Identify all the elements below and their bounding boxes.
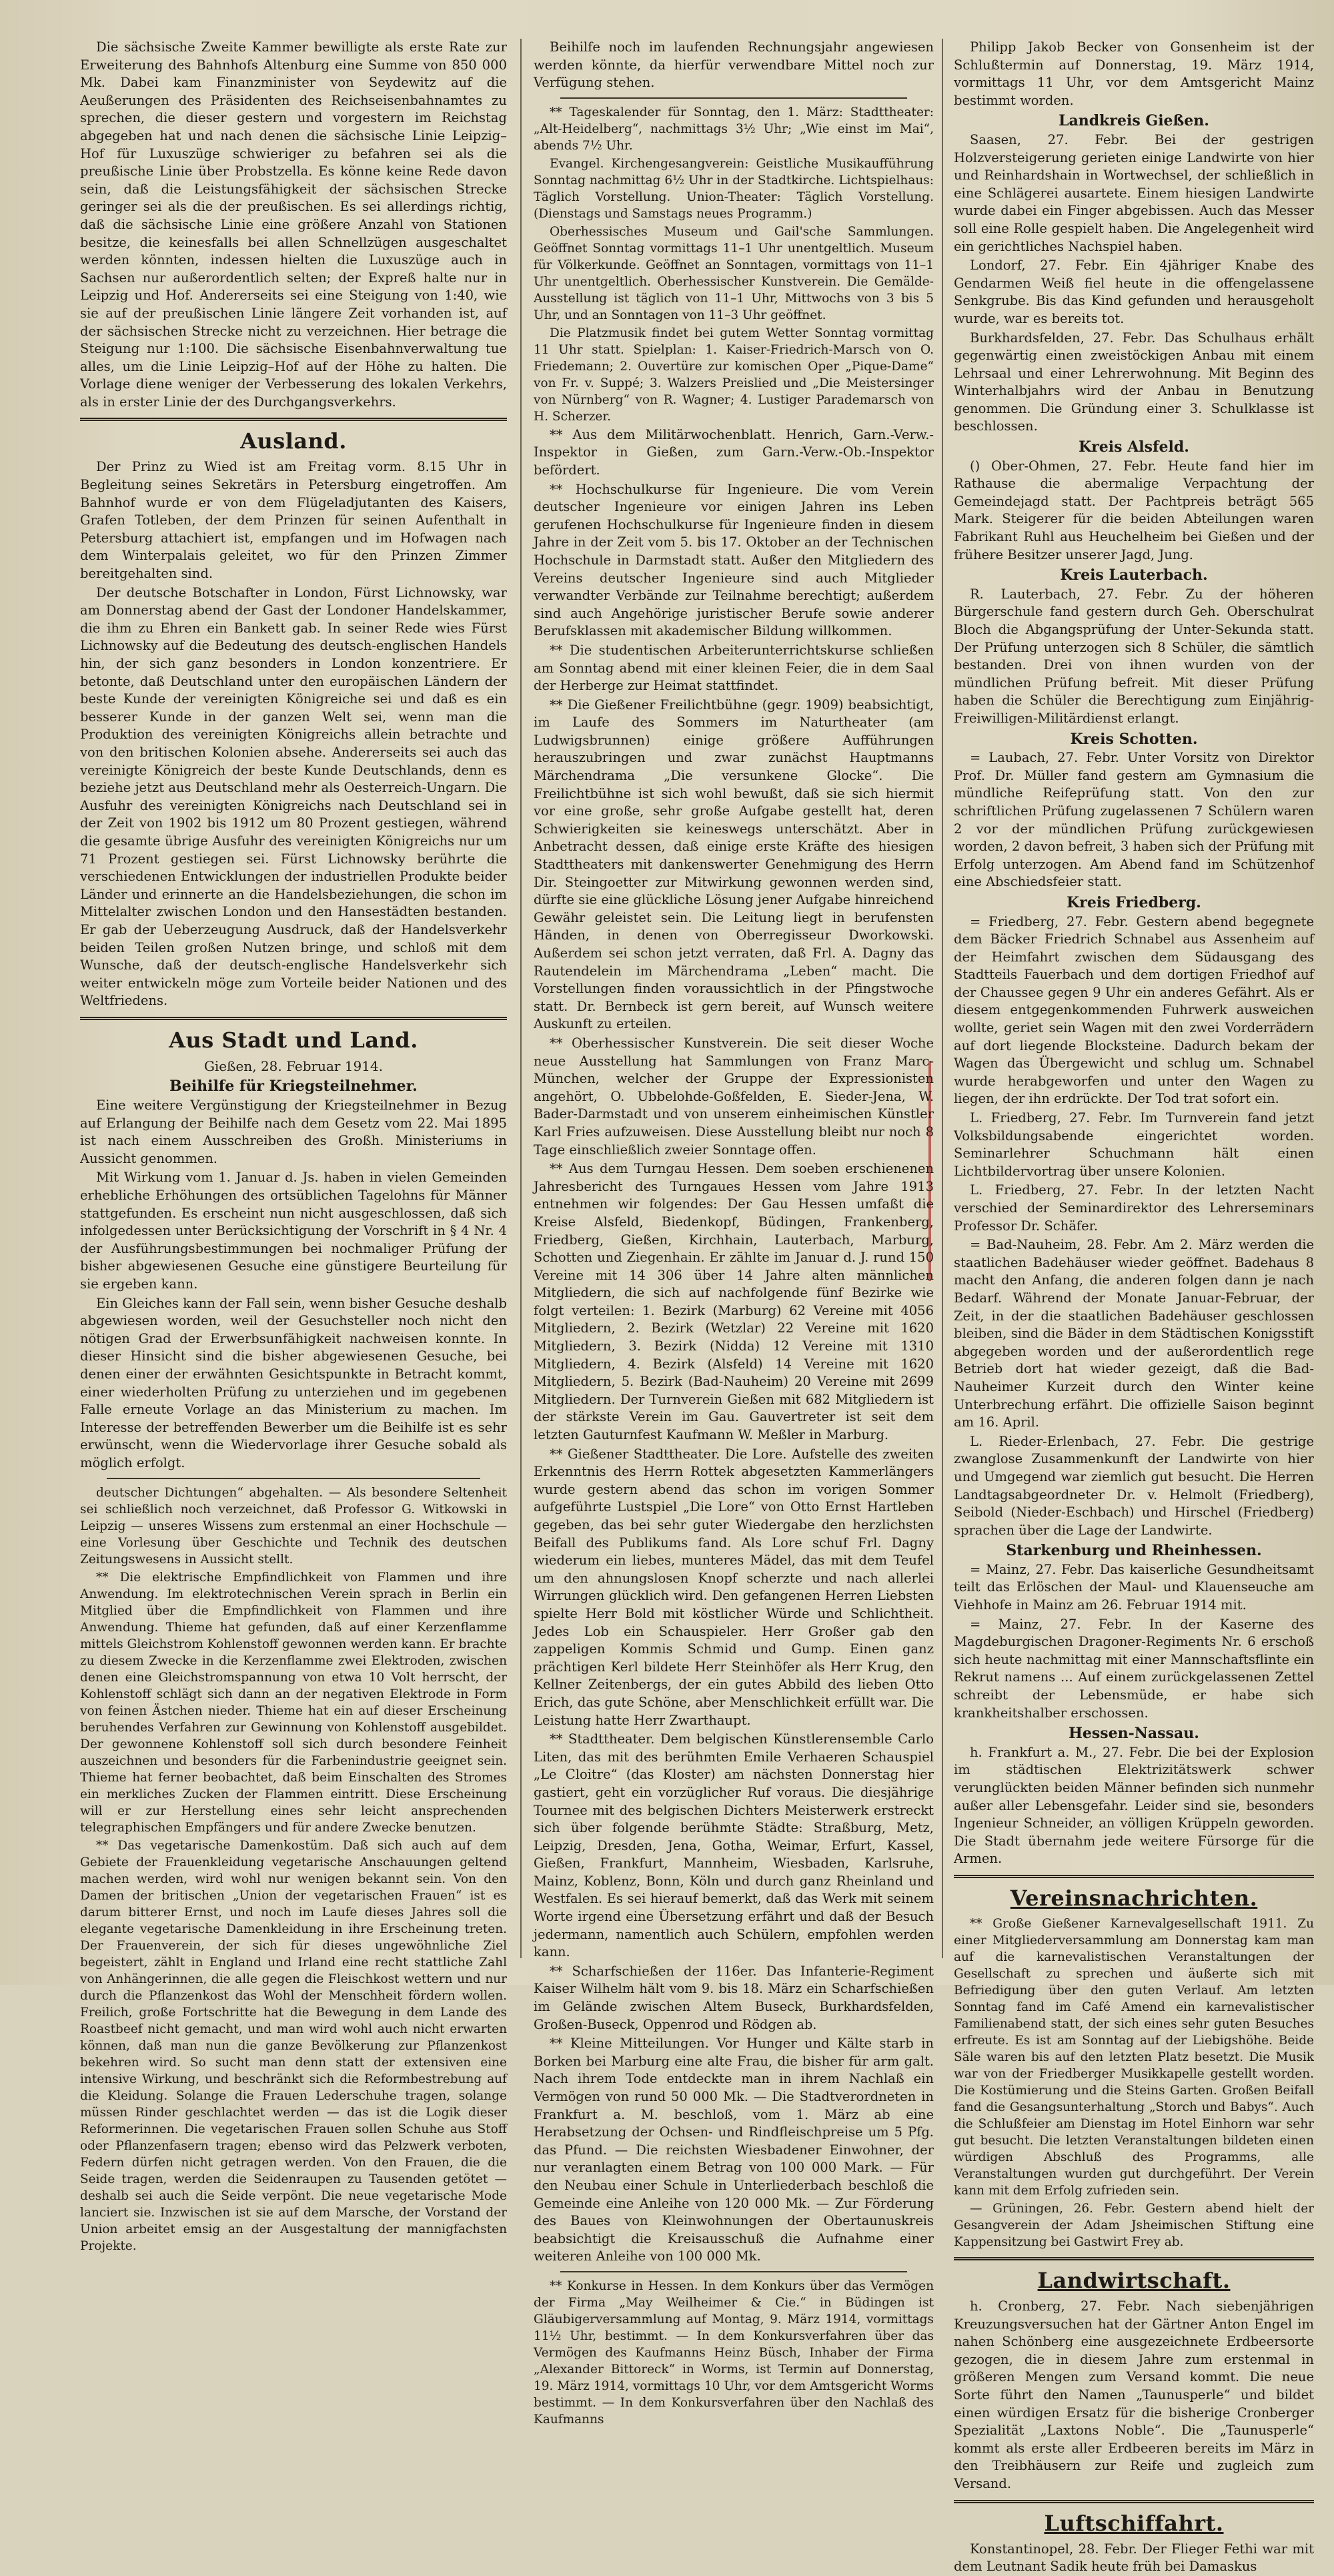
article-cronberg: h. Cronberg, 27. Febr. Nach siebenjährigen Kreuzungsversuchen hat der Gärtner Anton Engel im nahen Schönberg eine ausgezeichnete Erdbeersorte gezogen, die in diesem Jahre zum erstenmal in größeren Mengen zum Versand kommt. Die neue Sorte führt den Namen „Taunusperle“ und bildet einen würdigen Ersatz für die bisherige Cronberger Spezialität „Laxtons Noble“. Die „Taunusperle“ kommt als erste aller Erdbeeren bereits im März in den Treibhäusern zur Reife und zugleich zum Versand. [954, 2298, 1314, 2491]
section-heading-hessen-nassau: Hessen-Nassau. [1069, 1725, 1199, 1743]
article-kleine-mitteilungen: ** Kleine Mitteilungen. Vor Hunger und Kälte starb in Borken bei Marburg eine alte Frau, die bisher für arm galt. Nach ihrem Tode entdeckte man in ihrem Nachlaß ein Vermögen von rund 50 000 Mk. — Die Stadtverordneten in Frankfurt a. M. beschloß, vom 1. März ab eine Herabsetzung der Ochsen- und Rindfleischpreise um 5 Pfg. das Pfund. — Die reichsten Wiesbadener Einwohner, der nur veranlagten einem Betrag von 100 000 Mark. — Für den Neubau einer Schule in Unterliederbach beschloß die Gemeinde eine Anleihe von 120 000 Mk. — Zur Förderung des Baues von Kleinwohnungen der Obertaunuskreis beabsichtigt die Kreisausschuß die Aufnahme einer weiteren Anleihe von 100 000 Mk. [534, 2036, 934, 2264]
article-beihilfe-2: Mit Wirkung vom 1. Januar d. Js. haben in vielen Gemeinden erhebliche Erhöhungen des ortsüblichen Tagelohns für Männer stattgefunden. Es erscheint nun nicht ausgeschlossen, daß sich infolgedessen unter Berücksichtigung der Vorschrift in § 4 Nr. 4 der Ausführungsbestimmungen bei nochmaliger Prüfung der bisher abgewiesenen Gesuche eine günstigere Beurteilung für sie ergeben kann. [80, 1170, 507, 1292]
article-friedberg-1: = Friedberg, 27. Febr. Gestern abend begegnete dem Bäcker Friedrich Schnabel aus Assenheim auf der Heimfahrt zwischen dem Südausgang des Stadtteils Fauerbach und dem dortigen Friedhof auf der Chaussee gegen 9 Uhr ein anderes Gefährt. Als er diesem entgegenkommenden Fuhrwerk ausweichen wollte, geriet sein Wagen mit den zwei Vorderrädern auf dort liegende Blocksteine. Dadurch bekam der Wagen das Übergewicht und schlug um. Schnabel wurde herabgeworfen und unter den Wagen zu liegen, der ihn erdrückte. Der Tod trat sofort ein. [954, 913, 1314, 1107]
article-lichnowsky: Der deutsche Botschafter in London, Fürst Lichnowsky, war am Donnerstag abend der Gast der Londoner Handelskammer, die ihm zu Ehren ein Bankett gab. In seiner Rede wies Fürst Lichnowsky auf die Bedeutung des deutsch-englischen Handels hin, der sich ganz besonders in London konzentriere. Er betonte, daß Deutschland unter den europäischen Ländern der beste Kunde der vereinigten Königreiche sei und daß es ein besserer Kunde in der ganzen Welt sei, wenn man die Produktion des vereinigten Königreichs allein betrachte und von den britischen Kolonien absehe. Andererseits sei auch das vereinigte Königreich der beste Kunde Deutschlands, denn es beziehe jetzt aus Deutschland mehr als Oesterreich-Ungarn. Die Ausfuhr des vereinigten Königreichs nach Deutschland sei in der Zeit von 1902 bis 1912 um 80 Prozent gestiegen, während die gesamte übrige Ausfuhr des vereinigten Königreichs nur um 71 Prozent gestiegen sei. Fürst Lichnowsky berührte die verschiedenen Entwicklungen der industriellen Produkte beider Länder und erinnerte an die Handelsbeziehungen, die schon im Mittelalter zwischen London und den Hansestädten bestanden. Er gab der Ueberzeugung Ausdruck, daß der Handelsverkehr beiden Teilen großen Nutzen bringe, und schloß mit dem Wunsche, daß der deutsch-englische Handelsverkehr sich weiter entwickeln möge zum Vorteile beider Nationen und des Weltfriedens. [80, 584, 507, 1009]
section-rule [954, 2257, 1314, 2260]
article-stadttheater-lore: ** Gießener Stadttheater. Die Lore. Aufstelle des zweiten Erkenntnis des Herrn Rottek abgesetzten Kammerlängers wurde gestern abend das schon im vorigen Sommer aufgeführte Lustspiel „Die Lore“ von Otto Ernst Hartleben gegeben, das bei sehr guter Wiedergabe den herzlichsten Beifall des Publikums fand. Als Lore schuf Frl. Dagny wiederum ein liebes, munteres Mädel, das mit dem Teufel um den ahnungslosen Knopf scherzte und nach allerlei Wirrungen glücklich wird. Den gefangenen Herren Liebsten spielte Herr Bold mit köstlicher Würde und Schlichtheit. Jedes Lob ein Schauspieler. Herr Großer gab den zappeligen Kommis Schmid und Gump. Einen ganz prächtigen Kerl bildete Herr Steinhöfer als Herr Krug, den Kellner Zeitenbergs, der ein gutes Abbild des lieben Otto Erich, das gute Schöne, aber Menschlichkeit erfüllt war. Die Leistung hatte Herr Zwarthaupt. [534, 1446, 934, 1728]
column-left [80, 39, 507, 2253]
section-heading-luftschiffahrt: Luftschiffahrt. [1044, 2510, 1224, 2536]
article-damenkostuem: ** Das vegetarische Damenkostüm. Daß sich auch auf dem Gebiete der Frauenkleidung vegetarische Anschauungen geltend machen werden, wird wohl nur wenigen bekannt sein. Von den Damen der britischen „Union der vegetarischen Frauen“ ist es darum bitterer Ernst, und noch im Laufe dieses Jahres soll die elegante vegetarische Damenkleidung in ihre Erscheinung treten. Der Frauenverein, der sich für dieses ungewöhnliche Ziel begeistert, zählt in England und Irland eine recht stattliche Zahl von Anhängerinnen, die alle gegen die Fleischkost wettern und nur durch die Pflanzenkost das Wohl der Menschheit fördern wollen. Freilich, große Fortschritte hat die Bewegung in dem Lande des Roastbeef nicht gemacht, und man wird wohl auch nicht erwarten können, daß man nun die ganze Bevölkerung zur Pflanzenkost bekehren wird. So sucht man denn statt der extensiven eine intensive Wirkung, und beschränkt sich die Reformbestrebung auf die Kleidung. Solange die Frauen Lederschuhe tragen, solange müssen Rinder geschlachtet werden — das ist die Logik dieser Reformerinnen. Die vegetarischen Frauen sollen Schuhe aus Stoff oder Pflanzenfasern tragen; ebenso wird das Pelzwerk verboten, Federn dürfen nicht getragen werden. Von den Frauen, die die Seide tragen, werden die Seidenraupen zu Tausenden getötet — deshalb sei auch die Seide verpönt. Die neue vegetarische Mode lanciert sie. Inzwischen ist sie auf dem Marsche, der Vorstand der Union arbeitet emsig an der Ausgestaltung der mannigfachsten Projekte. [80, 1838, 507, 2253]
article-frankfurt: h. Frankfurt a. M., 27. Febr. Die bei der Explosion im städtischen Elektrizitätswerk schwer verunglückten beiden Männer befinden sich nunmehr außer aller Lebensgefahr. Leider sind sie, besonders Ingenieur Schneider, an völligen Krüppeln geworden. Die Stadt übernahm jede weitere Fürsorge für die Armen. [954, 1744, 1314, 1867]
section-rule [80, 418, 507, 421]
dateline: Gießen, 28. Februar 1914. [203, 1057, 384, 1074]
section-heading-kreis-lauterbach: Kreis Lauterbach. [1060, 566, 1208, 584]
article-turngau: ** Aus dem Turngau Hessen. Dem soeben erschienenen Jahresbericht des Turngaues Hessen vom Jahre 1913 entnehmen wir folgendes: Der Gau Hessen umfaßt die Kreise Alsfeld, Biedenkopf, Büdingen, Frankenberg, Friedberg, Gießen, Kirchhain, Lauterbach, Marburg, Schotten und Ziegenhain. Er zählte im Januar d. J. rund 150 Vereine mit 14 306 über 14 Jahre alten männlichen Mitgliedern, die sich auf nachfolgende fünf Bezirke wie folgt verteilen: 1. Bezirk (Marburg) 62 Vereine mit 4056 Mitgliedern, 2. Bezirk (Wetzlar) 22 Vereine mit 1620 Mitgliedern, 3. Bezirk (Nidda) 12 Vereine mit 1310 Mitgliedern, 4. Bezirk (Alsfeld) 14 Vereine mit 1620 Mitgliedern, 5. Bezirk (Bad-Nauheim) 20 Vereine mit 2699 Mitgliedern. Der Turnverein Gießen mit 682 Mitgliedern ist der stärkste Verein im Gau. Gauvertreter ist seit dem letzten Gauturnfest Kaufmann W. Meßler in Marburg. [534, 1161, 934, 1443]
column-rule [520, 39, 522, 1958]
section-rule [954, 2500, 1314, 2503]
article-stadttheater-liten: ** Stadttheater. Dem belgischen Künstlerensemble Carlo Liten, das mit des berühmten Emile Verhaeren Schauspiel „Le Cloitre“ (das Kloster) am nächsten Donnerstag hier gastiert, geht ein vorzüglicher Ruf voraus. Die diesjährige Tournee mit des belgischen Dichters Meisterwerk erstreckt sich über folgende berühmte Städte: Straßburg, Metz, Leipzig, Dresden, Jena, Gotha, Weimar, Erfurt, Kassel, Gießen, Frankfurt, Mannheim, Wiesbaden, Karlsruhe, Mainz, Koblenz, Bonn, Köln und durch ganz Rheinland und Westfalen. Es sei hierauf bemerkt, daß das Werk mit seinem Worte irgend eine Übersetzung erfährt und daß der Besuch jedermann, namentlich auch Schülern, empfohlen werden kann. [534, 1731, 934, 1960]
article-tageskalender: ** Tageskalender für Sonntag, den 1. März: Stadttheater: „Alt-Heidelberg“, nachmittags 3½ Uhr; „Wie einst im Mai“, abends 7½ Uhr. [534, 105, 934, 153]
article-karneval: ** Große Gießener Karnevalgesellschaft 1911. Zu einer Mitgliederversammlung am Donnerstag kam man auf die karnevalistischen Veranstaltungen der Gesellschaft zu sprechen und äußerte sich mit Befriedigung über den guten Verlauf. Am letzten Sonntag fand im Café Amend ein karnevalistischer Familienabend statt, der sich eines sehr guten Besuches erfreute. Es ist am Sonntag auf der Liebigshöhe. Beide Säle waren bis auf den letzten Platz besetzt. Die Musik war von der Friedberger Musikkapelle gestellt worden. Die Kostümierung und die Steins Garten. Großen Beifall fand die Gesangsunterhaltung „Storch und Babys“. Auch die Schlußfeier am Dienstag im Hotel Einhorn war sehr gut besucht. Die letzten Veranstaltungen bildeten einen würdigen Abschluß des Programms, alle Veranstaltungen wurden gut durchgeführt. Der Verein kann mit dem Erfolg zufrieden sein. [954, 1916, 1314, 2198]
article-saxon-chamber: Die sächsische Zweite Kammer bewilligte als erste Rate zur Erweiterung des Bahnhofs Altenburg eine Summe von 850 000 Mk. Dabei kam Finanzminister von Seydewitz auf die Aeußerungen des Präsidenten des Reichseisenbahnamtes zu sprechen, die dieser gestern und vorgestern im Reichstag abgegeben hat und nach denen die sächsische Linie Leipzig–Hof für Luxuszüge schwieriger zu befahren sei als die preußische Linie über Probstzella. Es könne keine Rede davon sein, daß die Leistungsfähigkeit der sächsischen Strecke geringer sei als die der preußischen. Es sei allerdings richtig, daß die sächsische Linie eine größere Anzahl von Stationen besitze, die keinesfalls bei allen Schnellzügen ausgeschaltet werden könnten, indessen hielten die Luxuszüge auch in Sachsen nur außerordentlich selten; der Expreß halte nur in Leipzig und Hof. Andererseits sei eine Steigung von 1:40, wie sie auf der preußischen Linie längere Zeit vorhanden ist, auf der sächsischen Strecke nicht zu verzeichnen. Hier betrage die Steigung nur 1:100. Die sächsische Eisenbahnverwaltung tue alles, um die Linie Leipzig–Hof auf der Höhe zu halten. Die Vorlage diene weniger der Verbesserung des lokalen Verkehrs, als in erster Linie der des Durchgangsverkehrs. [80, 39, 507, 410]
column-rule [942, 39, 943, 1958]
section-heading-landwirtschaft: Landwirtschaft. [1037, 2267, 1231, 2293]
section-heading-ausland: Ausland. [240, 428, 347, 454]
article-mainz-1: = Mainz, 27. Febr. Das kaiserliche Gesundheitsamt teilt das Erlöschen der Maul- und Klauenseuche am Viehhofe in Mainz am 26. Februar 1914 mit. [954, 1561, 1314, 1613]
article-arbeiterkurse: ** Die studentischen Arbeiterunterrichtskurse schließen am Sonntag abend mit einer kleinen Feier, die in dem Saal der Herberge zur Heimat stattfindet. [534, 642, 934, 694]
article-militaerwochenblatt: ** Aus dem Militärwochenblatt. Henrich, Garn.-Verw.-Inspektor in Gießen, zum Garn.-Verw.-Ob.-Inspektor befördert. [534, 426, 934, 478]
article-beihilfe-3: Ein Gleiches kann der Fall sein, wenn bisher Gesuche deshalb abgewiesen worden, weil der Gesuchsteller noch nicht den nötigen Grad der Erwerbsunfähigkeit nachweisen konnte. In dieser Hinsicht sind die bisher abgewiesenen Gesuche, bei denen einer der erwähnten Gesichtspunkte in Betracht kommt, einer wiederholten Prüfung zu unterziehen und im gegebenen Falle erneute Vorlage an das Ministerium zu machen. Im Interesse der betreffenden Bewerber um die Beihilfe ist es sehr erwünscht, wenn die Wiedervorlage ihrer Gesuche sobald als möglich erfolgt. [80, 1295, 507, 1470]
section-heading-starkenburg: Starkenburg und Rheinhessen. [1006, 1542, 1262, 1560]
section-heading-landkreis-giessen: Landkreis Gießen. [1059, 112, 1209, 130]
column-middle [534, 39, 934, 2427]
article-laubach: = Laubach, 27. Febr. Unter Vorsitz von Direktor Prof. Dr. Müller fand gestern am Gymnasium die mündliche Reifeprüfung statt. Von den zur schriftlichen Prüfung zugelassenen 7 Schülern waren 2 vor der mündlichen Prüfung zurückgewiesen worden, 2 davon befreit, 3 haben sich der Prüfung mit Erfolg unterzogen. Am Abend fand im Schützenhof eine Abschiedsfeier statt. [954, 750, 1314, 890]
article-platzmusik: Die Platzmusik findet bei gutem Wetter Sonntag vormittag 11 Uhr statt. Spielplan: 1. Kaiser-Friedrich-Marsch von O. Friedemann; 2. Ouvertüre zur komischen Oper „Pique-Dame“ von Fr. v. Suppé; 3. Walzers Preislied und „Die Meistersinger von Nürnberg“ von R. Wagner; 4. Lustiger Parademarsch von H. Scherzer. [534, 326, 934, 424]
article-flammen: ** Die elektrische Empfindlichkeit von Flammen und ihre Anwendung. Im elektrotechnischen Verein sprach in Berlin ein Mitglied über die Empfindlichkeit von Flammen und ihre Anwendung. Thieme hat gefunden, daß auf einer Kerzenflamme mittels Gleichstrom Kohlenstoff gewonnen werden kann. Er brachte zu diesem Zwecke in die Kerzenflamme zwei Elektroden, zwischen denen eine Gleichstromspannung von etwa 10 Volt herrscht, der Kohlenstoff schlägt sich dann an der negativen Elektrode in Form von feinen Ästchen nieder. Thieme hat ein auf dieser Erscheinung beruhendes Verfahren zur Gewinnung von Kohlenstoff ausgebildet. Der gewonnene Kohlenstoff soll sich durch besondere Feinheit auszeichnen und besonders für die Farbenindustrie geeignet sein. Thieme hat ferner beobachtet, daß beim Einschalten des Stromes ein merkliches Zucken der Flammen eintritt. Diese Erscheinung will er zur Herstellung eines sehr leicht ansprechenden telegraphischen Empfängers und für andere Zwecke benutzen. [80, 1570, 507, 1835]
divider [560, 97, 907, 99]
article-ober-ohmen: () Ober-Ohmen, 27. Febr. Heute fand hier im Rathause die abermalige Verpachtung der Gemeindejagd statt. Der Pachtpreis beträgt 565 Mark. Steigerer für die beiden Abteilungen waren Fabrikant Ruhl aus Heuchelheim bei Gießen und der frühere Besitzer unserer Jagd, Jung. [954, 458, 1314, 562]
divider [107, 1478, 480, 1479]
article-prinz-wied: Der Prinz zu Wied ist am Freitag vorm. 8.15 Uhr in Begleitung seines Sekretärs in Petersburg eingetroffen. Am Bahnhof wurde er von dem Flügeladjutanten des Kaisers, Grafen Totleben, der dem Prinzen für seinen Aufenthalt in Petersburg attachiert ist, empfangen und im Hofwagen nach dem Winterpalais geleitet, wo für den Prinzen Zimmer bereitgehalten sind. [80, 459, 507, 582]
article-friedberg-3: L. Friedberg, 27. Febr. In der letzten Nacht verschied der Seminardirektor des Lehrerseminars Professor Dr. Schäfer. [954, 1182, 1314, 1234]
article-saasen: Saasen, 27. Febr. Bei der gestrigen Holzversteigerung gerieten einige Landwirte von hier und Reinhardshain in Wortwechsel, der schließlich in eine Schlägerei ausartete. Einem hiesigen Landwirte wurde dabei ein Finger abgebissen. Auch das Messer soll eine Rolle gespielt haben. Die Angelegenheit wird ein gerichtliches Nachspiel haben. [954, 131, 1314, 254]
article-konstantinopel: Konstantinopel, 28. Febr. Der Flieger Fethi war mit dem Leutnant Sadik heute früh bei Damaskus [954, 2541, 1314, 2575]
section-heading-kreis-friedberg: Kreis Friedberg. [1067, 893, 1201, 911]
article-museen: Oberhessisches Museum und Gail'sche Sammlungen. Geöffnet Sonntag vormittags 11–1 Uhr unentgeltlich. Museum für Völkerkunde. Geöffnet an Sonntagen, vormittags von 11–1 Uhr unentgeltlich. Oberhessischer Kunstverein. Die Gemälde-Ausstellung ist täglich von 11–1 Uhr, Mittwochs von 3 bis 5 Uhr, und an Sonntagen von 11–3 Uhr geöffnet. [534, 224, 934, 322]
section-heading-vereinsnachrichten: Vereinsnachrichten. [1010, 1885, 1258, 1911]
article-grueningen: — Grüningen, 26. Febr. Gestern abend hielt der Gesangverein der Adam Jsheimischen Stiftung eine Kappensitzung bei Gastwirt Frey ab. [954, 2201, 1314, 2249]
article-kunstverein: ** Oberhessischer Kunstverein. Die seit dieser Woche neue Ausstellung hat Sammlungen von Franz Marc-München, welcher der Gruppe der Expressionisten angehört, O. Ubbelohde-Goßfelden, E. Sieder-Jena, W. Bader-Darmstadt und von unserem einheimischen Künstler Karl Fries aufzuweisen. Diese Ausstellung bleibt nur noch 8 Tage einschließlich zweier Sonntage offen. [534, 1035, 934, 1158]
column-right [954, 39, 1314, 2575]
article-mainz-2: = Mainz, 27. Febr. In der Kaserne des Magdeburgischen Dragoner-Regiments Nr. 6 erschoß sich heute nachmittag mit einer Mannschaftsflinte ein Rekrut namens ... Auf einem zurückgelassenen Zettel schreibt der Lebensmüde, er habe sich krankheitshalber erschossen. [954, 1616, 1314, 1721]
divider [560, 2271, 907, 2272]
article-lauterbach: R. Lauterbach, 27. Febr. Zu der höheren Bürgerschule fand gestern durch Geh. Oberschulrat Bloch die Abgangsprüfung der Unter-Sekunda statt. Der Prüfung unterzogen sich 8 Schüler, die sämtlich bestanden. Drei von ihnen wurden von der mündlichen Prüfung befreit. Mit dieser Prüfung haben die Schüler die Berechtigung zum Einjährig-Freiwilligen-Militärdienst erlangt. [954, 586, 1314, 726]
article-freilichtbuehne: ** Die Gießener Freilichtbühne (gegr. 1909) beabsichtigt, im Laufe des Sommers im Naturtheater (am Ludwigsbrunnen) einige größere Aufführungen herauszubringen und zwar zunächst Hauptmanns Märchendrama „Die versunkene Glocke“. Die Freilichtbühne ist sich wohl bewußt, daß sie sich hiermit vor eine große, sehr große Aufgabe gestellt hat, deren Schwierigkeiten sie keineswegs unterschätzt. Aber in Anbetracht dessen, daß einige erste Kräfte des hiesigen Stadttheaters mit dankenswerter Genehmigung des Herrn Dir. Steingoetter zur Mitwirkung gewonnen werden sind, dürfte sie eine glückliche Lösung jener Aufgabe hinreichend Gewähr geleistet sein. Die Leitung liegt in berufensten Händen, in denen von Oberregisseur Dworkowski. Außerdem sei schon jetzt verraten, daß Frl. A. Dagny das Rautendelein im Märchendrama „Leben“ macht. Die Vorstellungen finden voraussichtlich in der Pfingstwoche statt. Dr. Bernbeck ist gern bereit, auf Wunsch weitere Auskunft zu erteilen. [534, 697, 934, 1032]
article-kirchengesang: Evangel. Kirchengesangverein: Geistliche Musikaufführung Sonntag nachmittag 6½ Uhr in der Stadtkirche. Lichtspielhaus: Täglich Vorstellung. Union-Theater: Täglich Vorstellung. (Dienstags und Samstags neues Programm.) [534, 156, 934, 221]
section-heading-stadt-land: Aus Stadt und Land. [169, 1027, 418, 1053]
article-scharfschiessen: ** Scharfschießen der 116er. Das Infanterie-Regiment Kaiser Wilhelm hält vom 9. bis 18. März ein Scharfschießen im Gelände zwischen Altem Buseck, Burkhardsfelden, Großen-Buseck, Oppenrod und Rödgen ab. [534, 1963, 934, 2032]
article-bad-nauheim: = Bad-Nauheim, 28. Febr. Am 2. März werden die staatlichen Badehäuser wieder geöffnet. Badehaus 8 macht den Anfang, die anderen folgen dann je nach Bedarf. Während der Monate Januar-Februar, der Zeit, in der die staatlichen Badehäuser geschlossen bleiben, sind die Bäder in dem Städtischen Konigsstift abgegeben worden und der außerordentlich rege Betrieb dort hat wieder gezeigt, daß die Bad-Nauheimer Kurzeit durch den Winter keine Unterbrechung erfährt. Die offizielle Saison beginnt am 16. April. [954, 1237, 1314, 1430]
section-rule [80, 1017, 507, 1020]
article-burkhardsfelden: Burkhardsfelden, 27. Febr. Das Schulhaus erhält gegenwärtig einen zweistöckigen Anbau mit einem Lehrsaal und einer Lehrerwohnung. Mit Beginn des Winterhalbjahrs wird der Anbau in Benutzung genommen. Die Gründung einer 3. Schulklasse ist beschlossen. [954, 330, 1314, 434]
article-friedberg-2: L. Friedberg, 27. Febr. Im Turnverein fand jetzt Volksbildungsabende eingerichtet worden. Seminarlehrer Schuchmann hält einen Lichtbildervortrag über unsere Kolonien. [954, 1110, 1314, 1179]
article-beihilfe-1: Eine weitere Vergünstigung der Kriegsteilnehmer in Bezug auf Erlangung der Beihilfe nach dem Gesetz vom 22. Mai 1895 ist nach einem Ausschreiben des Großh. Ministeriums in Aussicht genommen. [80, 1098, 507, 1166]
article-konkurse: ** Konkurse in Hessen. In dem Konkurs über das Vermögen der Firma „May Weilheimer & Cie.“ in Büdingen ist Gläubigerversammlung auf Montag, 9. März 1914, vormittags 11½ Uhr, bestimmt. — In dem Konkursverfahren über das Vermögen des Kaufmanns Heinz Büsch, Inhaber der Firma „Alexander Bittoreck“ in Worms, ist Termin auf Donnerstag, 19. März 1914, vormittags 10 Uhr, vor dem Amtsgericht Worms bestimmt. — In dem Konkursverfahren über den Nachlaß des Kaufmanns [534, 2278, 934, 2427]
section-heading-kreis-alsfeld: Kreis Alsfeld. [1079, 438, 1189, 456]
article-dichtungen: deutscher Dichtungen“ abgehalten. — Als besondere Seltenheit sei schließlich noch verzeichnet, daß Professor G. Witkowski in Leipzig — unseres Wissens zum erstenmal an einer Hochschule — eine Vorlesung über Geschichte und Technik des deutschen Zeitungswesens in Aussicht stellt. [80, 1485, 507, 1567]
article-hochschulkurse: ** Hochschulkurse für Ingenieure. Die vom Verein deutscher Ingenieure vor einigen Jahren ins Leben gerufenen Hochschulkurse für Ingenieure finden in diesem Jahre in der Zeit vom 5. bis 17. Oktober an der Technischen Hochschule in Darmstadt statt. Außer den Mitgliedern des Vereins deutscher Ingenieure sind auch Mitglieder verwandter Verbände zur Teilnahme berechtigt; außerdem sind auch Angehörige juristischer Berufe sowie anderer Berufsklassen mit akademischer Bildung willkommen. [534, 481, 934, 639]
article-rieder-erlenbach: L. Rieder-Erlenbach, 27. Febr. Die gestrige zwanglose Zusammenkunft der Landwirte von hier und Umgegend war ziemlich gut besucht. Die Herren Landtagsabgeordneter Dr. v. Helmolt (Friedberg), Seibold (Nieder-Eschbach) und Hirschel (Friedberg) sprachen über die Lage der Landwirte. [954, 1433, 1314, 1538]
section-heading-kreis-schotten: Kreis Schotten. [1070, 730, 1198, 748]
subheading-beihilfe: Beihilfe für Kriegsteilnehmer. [169, 1078, 418, 1096]
article-becker: Philipp Jakob Becker von Gonsenheim ist der Schlußtermin auf Donnerstag, 19. März 1914, vormittags 11 Uhr, vor dem Amtsgericht Mainz bestimmt worden. [954, 39, 1314, 108]
article-londorf: Londorf, 27. Febr. Ein 4jähriger Knabe des Gendarmen Weiß fiel heute in die offengelassene Senkgrube. Bis das Kind gefunden und herausgeholt wurde, war es bereits tot. [954, 258, 1314, 326]
article-beihilfe-cont: Beihilfe noch im laufenden Rechnungsjahr angewiesen werden könnte, da hierfür verwendbare Mittel noch zur Verfügung stehen. [534, 39, 934, 91]
section-rule [954, 1875, 1314, 1878]
